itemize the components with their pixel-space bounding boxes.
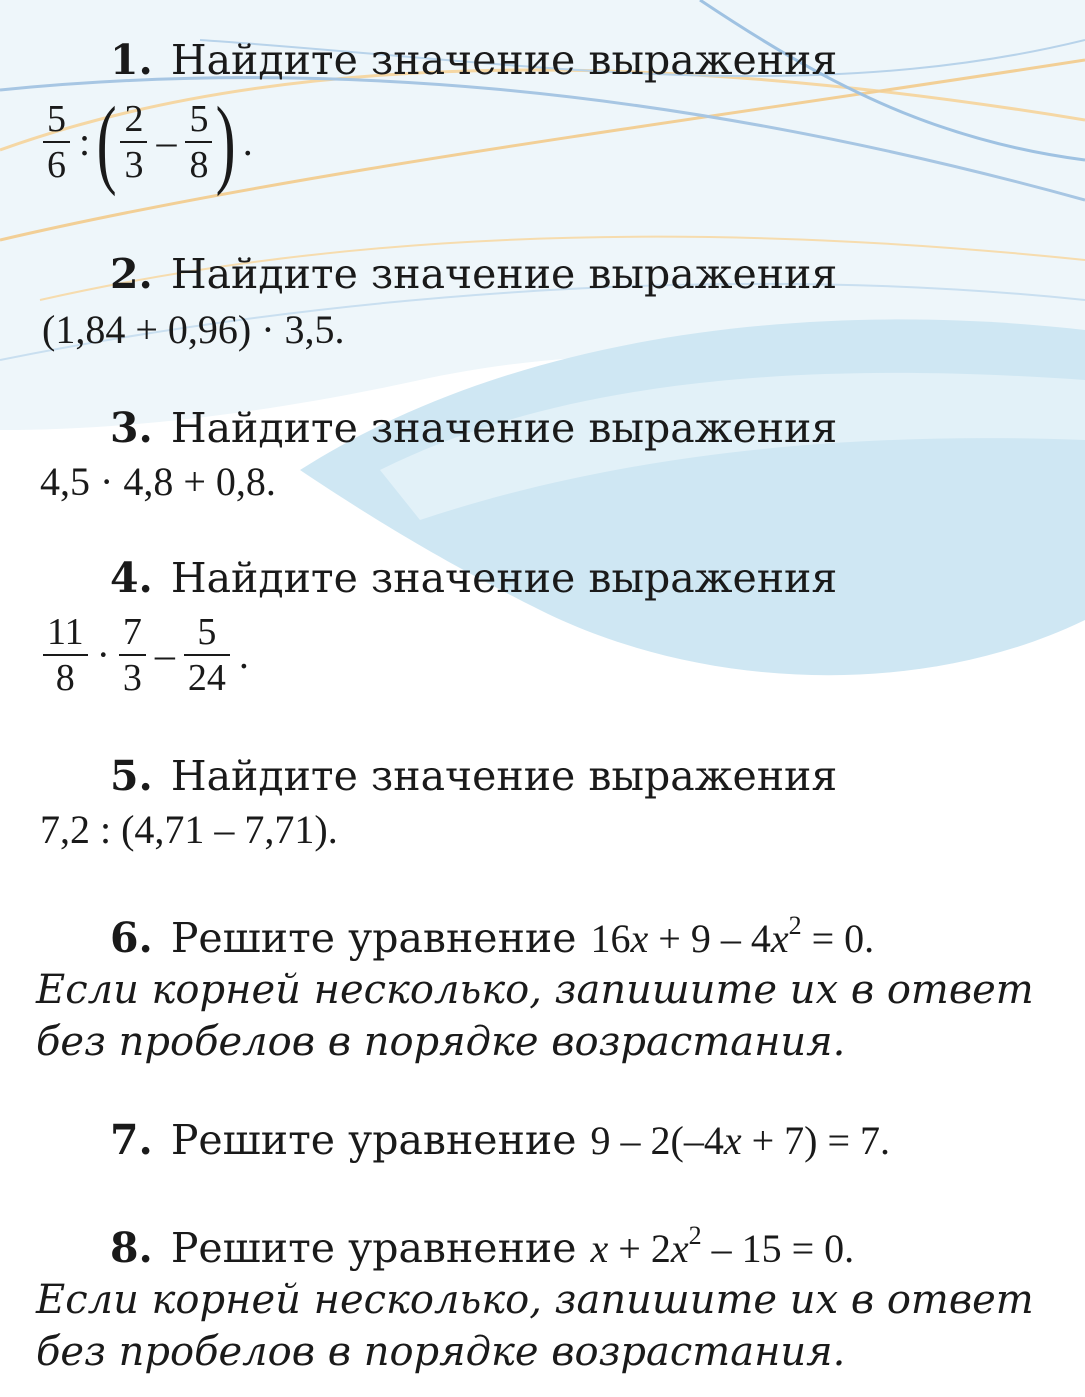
expression <box>40 86 259 197</box>
task-heading <box>110 911 875 963</box>
task-heading <box>110 554 837 602</box>
task-title: Найдите значение выражения <box>170 36 838 84</box>
note-line: Если корней несколько, запишите их в ответ <box>36 967 1034 1013</box>
operator: – <box>154 632 175 677</box>
task-title: Найдите значение выражения <box>170 250 838 298</box>
note-line: без пробелов в порядке возрастания. <box>36 1329 846 1375</box>
fraction <box>43 97 70 187</box>
task-heading <box>110 404 837 452</box>
period: . <box>242 119 253 164</box>
denominator: 8 <box>189 144 209 186</box>
period: . <box>238 632 249 677</box>
equation-part: 16 <box>590 916 631 961</box>
fraction <box>184 610 230 700</box>
expression: (1,84 + 0,96) · 3,5. <box>42 307 345 352</box>
expression <box>40 610 255 700</box>
numerator: 7 <box>119 610 146 656</box>
task-number: 7. <box>110 1116 153 1164</box>
task-heading <box>110 752 837 800</box>
task-number: 4. <box>110 554 153 602</box>
task-title: Решите уравнение <box>170 1116 577 1164</box>
task-number: 3. <box>110 404 153 452</box>
numerator: 5 <box>43 97 70 143</box>
expression: 4,5 · 4,8 + 0,8. <box>40 459 276 504</box>
equation-part: + 9 – 4 <box>648 916 771 961</box>
exponent: 2 <box>688 1221 702 1250</box>
equation-part: + 7) = 7. <box>741 1118 891 1163</box>
equation <box>590 911 875 961</box>
equation <box>590 1221 855 1271</box>
task-number: 1. <box>110 36 153 84</box>
task-number: 8. <box>110 1224 153 1272</box>
denominator: 3 <box>124 144 144 186</box>
equation <box>591 1118 891 1163</box>
task-number: 6. <box>110 914 153 962</box>
task-heading <box>110 1116 890 1165</box>
denominator: 3 <box>122 657 142 699</box>
variable: x <box>770 916 789 961</box>
task-number: 2. <box>110 250 153 298</box>
denominator: 6 <box>47 144 66 186</box>
note-line: без пробелов в порядке возрастания. <box>36 1019 846 1065</box>
operator: – <box>156 119 177 164</box>
fraction <box>119 610 146 700</box>
operator: : <box>79 119 91 164</box>
numerator: 5 <box>184 610 230 656</box>
variable: x <box>590 1226 609 1271</box>
numerator: 5 <box>185 97 212 143</box>
equation-part: = 0. <box>801 916 875 961</box>
variable: x <box>630 916 649 961</box>
exponent: 2 <box>788 911 802 940</box>
numerator: 2 <box>120 97 147 143</box>
fraction <box>43 610 88 700</box>
equation-part: – 15 = 0. <box>701 1226 855 1271</box>
variable: x <box>670 1226 689 1271</box>
close-paren: ) <box>216 86 237 197</box>
task-title: Найдите значение выражения <box>170 752 838 800</box>
task-heading <box>110 250 837 298</box>
variable: x <box>723 1118 742 1163</box>
task-title: Решите уравнение <box>170 914 577 962</box>
task-heading <box>110 36 837 84</box>
equation-part: 9 – 2(–4 <box>590 1118 724 1163</box>
operator: · <box>96 632 110 677</box>
numerator: 11 <box>43 610 88 656</box>
open-paren: ( <box>96 86 117 197</box>
expression: 7,2 : (4,71 – 7,71). <box>40 807 338 852</box>
task-title: Найдите значение выражения <box>170 554 838 602</box>
task-number: 5. <box>110 752 153 800</box>
equation-part: + 2 <box>608 1226 671 1271</box>
note-line: Если корней несколько, запишите их в ответ <box>36 1277 1034 1323</box>
task-title: Найдите значение выражения <box>170 404 838 452</box>
task-heading <box>110 1221 855 1273</box>
denominator: 24 <box>187 657 226 699</box>
denominator: 8 <box>55 657 75 699</box>
fraction <box>185 97 212 187</box>
task-title: Решите уравнение <box>170 1224 577 1272</box>
fraction <box>120 97 147 187</box>
